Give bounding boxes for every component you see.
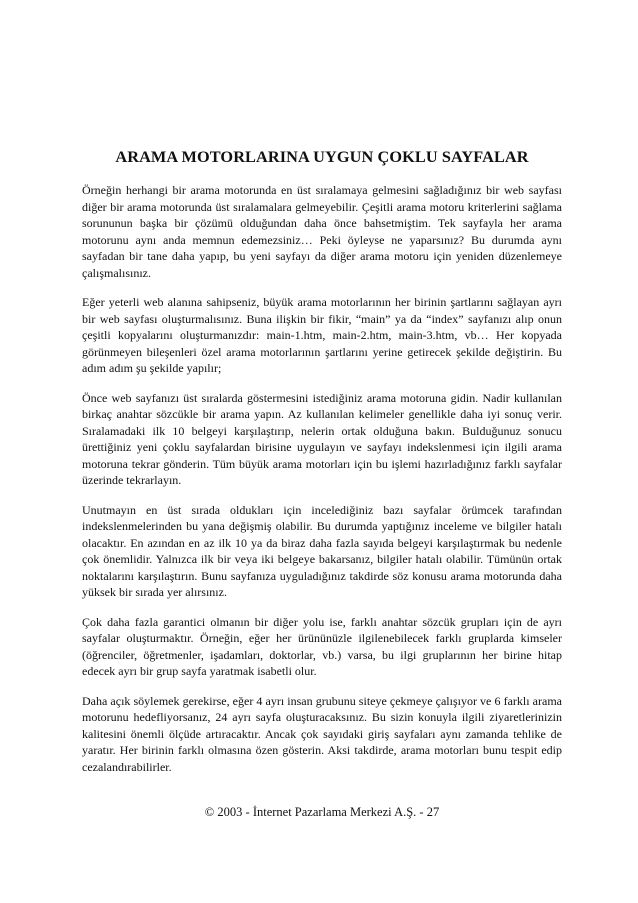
paragraph-2: Eğer yeterli web alanına sahipseniz, büyük arama motorlarının her birinin şartlarını sağlayan ayrı bir web sayfası oluşturmalısınız. Buna ilişkin bir fikir, “main” ya da “index” sayfanızı alıp onun çeşitli kopyalarını oluşturmanızdır: main-1.htm, main-2.htm, main-3.htm, vb… Her kopyada görünmeyen bileşenleri özel arama motorlarının şartlarını yerine getirecek şekilde değiştirin. Bu adım adım şu şekilde yapılır; xyxy=(82,295,562,375)
paragraph-3: Önce web sayfanızı üst sıralarda göstermesini istediğiniz arama motoruna gidin. Nadir kullanılan birkaç anahtar sözcükle bir arama yapın. Az kullanılan kelimeler genellikle daha iyi sonuç verir. Sıralamadaki ilk 10 belgeyi karşılaştırıp, nelerin ortak olduğuna bakın. Bulduğunuz sonucu ürettiğiniz yeni çoklu sayfalardan birisine uygulayın ve sayfayı indekslenmesi için ilgili arama motoruna tekrar gönderin. Tüm büyük arama motorları için bu işlemi hazırladığınız farklı sayfalar üzerinde tekrarlayın. xyxy=(82,390,562,487)
page-footer: © 2003 - İnternet Pazarlama Merkezi A.Ş. - 27 xyxy=(204,805,440,819)
body-text xyxy=(82,182,562,788)
page-title: ARAMA MOTORLARINA UYGUN ÇOKLU SAYFALAR xyxy=(115,147,529,166)
paragraph-4: Unutmayın en üst sırada oldukları için incelediğiniz bazı sayfalar örümcek tarafından indekslenmelerinden bu yana değişmiş olabilir. Bu durumda yaptığınız inceleme ve bilgiler hatalı olacaktır. En azından en az ilk 10 ya da biraz daha fazla sayıda belgeyi karşılaştırmak bu nedenle çok önemlidir. Yalnızca ilk bir veya iki belgeye bakarsanız, bilgiler hatalı olabilir. Tümünün ortak noktalarını karşılaştırın. Bunu sayfanıza uyguladığınız takdirde söz konusu arama motorunda daha yüksek bir sırada yer alırsınız. xyxy=(82,502,562,599)
paragraph-1: Örneğin herhangi bir arama motorunda en üst sıralamaya gelmesini sağladığınız bir web sayfası diğer bir arama motorunda üst sıralamalara gelmeyebilir. Çeşitli arama motoru kriterlerini sağlama sorununun başka bir çözümü olduğundan daha önce bahsetmiştim. Tek sayfayla her arama motorunu aynı anda memnun edemezsiniz… Peki öyleyse ne yaparsınız? Bu durumda aynı sayfadan bir tane daha yapıp, bu yeni sayfayı da diğer arama motoru için yeniden düzenlemeye çalışmalısınız. xyxy=(82,183,562,280)
paragraph-6: Daha açık söylemek gerekirse, eğer 4 ayrı insan grubunu siteye çekmeye çalışıyor ve 6 farklı arama motorunu hedefliyorsanız, 24 ayrı sayfa oluşturacaksınız. Bu sizin konuyla ilgili ziyaretlerinizin kalitesini önemli ölçüde artıracaktır. Ancak çok sayıdaki giriş sayfaları aynı zamanda tehlike de yaratır. Her birinin farklı olmasına özen gösterin. Aksi takdirde, arama motorları bunu tespit edip cezalandırabilirler. xyxy=(82,693,562,774)
paragraph-5: Çok daha fazla garantici olmanın bir diğer yolu ise, farklı anahtar sözcük grupları için de ayrı sayfalar oluşturmaktır. Örneğin, eğer her ürününüzle ilgilenebilecek farklı gruplarda kimseler (öğrenciler, öğretmenler, işadamları, doktorlar, vb.) varsa, bu ilgi gruplarının her birine hitap edecek ayrı bir grup sayfa yaratmak isabetli olur. xyxy=(82,614,562,678)
